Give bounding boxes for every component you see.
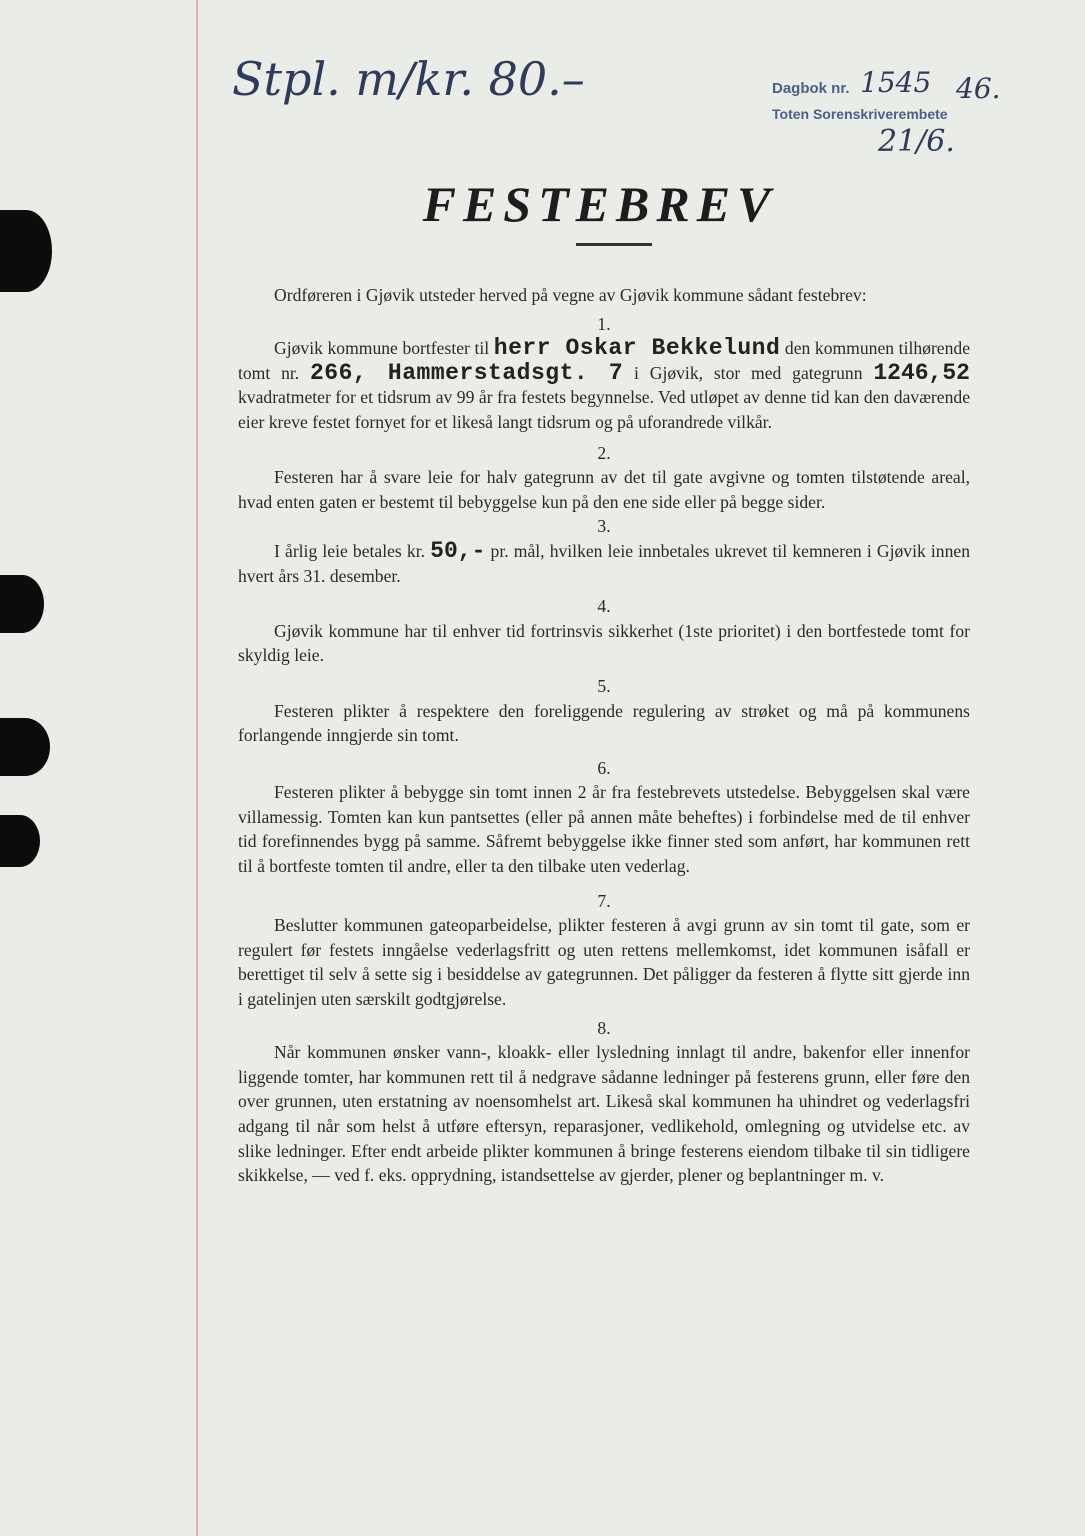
handwritten-stamp-date: 21/6. <box>878 124 955 159</box>
section-number-6: 6. <box>597 757 611 778</box>
section-number-8: 8. <box>597 1017 611 1038</box>
section-7-text: Beslutter kommunen gateoparbeidelse, plikter festeren å avgi grunn av sin tomt til gate, som er regulert før festets inngåelse vederlagsfritt og uten rettens mellemkomst, idet kommunen isåfall er berettiget til selv å sette sig i besiddelse av gategrunnen. Det påligger da festeren å flytte sitt gjerde inn i gatelinjen uten særskilt godtgjørelse. <box>238 915 970 1010</box>
section-3-line-b: pr. mål, hvilken leie innbetales ukrevet til kemneren i Gjøvik innen hvert års 31. desember. <box>238 540 970 586</box>
handwritten-stamp-fee-note: Stpl. m/kr. 80.– <box>232 52 585 106</box>
section-number-1: 1. <box>597 313 611 334</box>
section-4-text: Gjøvik kommune har til enhver tid fortrinsvis sikkerhet (1ste prioritet) i den bortfestede tomt for skyldig leie. <box>238 620 970 666</box>
lot-number-address: 266, Hammerstadsgt. 7 <box>310 359 624 386</box>
section-3-text <box>238 539 970 588</box>
punch-hole-upper-middle <box>0 575 44 633</box>
section-1-line-d: kvadratmeter for et tidsrum av 99 år fra festets begynnelse. Ved utløpet av denne tid kan den daværende eier kreve festet fornyet for et likeså langt tidsrum og på uforandrede vilkår. <box>238 387 970 432</box>
lot-area: 1246,52 <box>873 359 970 386</box>
handwritten-diary-year: 46. <box>956 72 1001 105</box>
intro-paragraph: Ordføreren i Gjøvik utsteder herved på vegne av Gjøvik kommune sådant festebrev: <box>274 285 867 305</box>
section-number-3: 3. <box>597 516 611 537</box>
document-body <box>238 283 970 1188</box>
section-1-line-a: Gjøvik kommune bortfester til <box>274 338 490 359</box>
section-8-text: Når kommunen ønsker vann-, kloakk- eller lysledning innlagt til andre, bakenfor eller innenfor liggende tomter, har kommunen rett til å nedgrave sådanne ledninger på festerens grunn, eller føre den over grunnen, uten erstatning av noensomhelst art. Likeså skal kommunen ha uhindret og vederlagsfri adgang til når som helst å utføre eftersyn, reparasjoner, vedlikehold, omlegning og utvidelse etc. av slike ledninger. Efter endt arbeide plikter kommunen å bringe festerens eiendom tilbake til sin tidligere skikkelse, — ved f. eks. opprydning, istandsettelse av gjerder, plener og beplantninger m. v. <box>238 1042 970 1186</box>
section-2-text: Festeren har å svare leie for halv gategrunn av det til gate avgivne og tomten tilstøtende areal, hvad enten gaten er bestemt til bebyggelse kun på den ene side eller på begge sider. <box>238 467 970 512</box>
title-underline <box>576 243 652 246</box>
section-1-line-b: den kommunen tilhørende tomt nr. <box>238 338 971 383</box>
stamp-court-office: Toten Sorenskriverembete <box>772 106 948 122</box>
section-number-7: 7. <box>597 890 611 911</box>
section-number-2: 2. <box>597 442 611 463</box>
section-3-line-a: I årlig leie betales kr. <box>274 540 426 561</box>
punch-hole-lower <box>0 815 40 867</box>
section-6-text: Festeren plikter å bebygge sin tomt innen 2 år fra festebrevets utstedelse. Bebyggelsen skal være villamessig. Tomten kan kun pantsettes (eller på annen måte beheftes) i forbindelse med de til enhver tid forefinnendes bygg på samme. Såfremt bebyggelse ikke finner sted som anført, har kommunen rett til å bortfeste tomten til andre, eller ta den tilbake uten vederlag. <box>238 782 970 877</box>
annual-rent: 50,- <box>430 537 486 564</box>
section-number-4: 4. <box>597 596 611 617</box>
section-5-text: Festeren plikter å respektere den foreliggende regulering av strøket og må på kommunens forlangende inngjerde sin tomt. <box>238 700 970 746</box>
punch-hole-middle <box>0 718 50 776</box>
document-title: FESTEBREV <box>422 176 778 232</box>
section-1-line-c: i Gjøvik, stor med gategrunn <box>634 362 863 383</box>
stamp-diary-label: Dagbok nr. <box>772 80 850 97</box>
lessee-name: herr Oskar Bekkelund <box>493 335 781 362</box>
handwritten-diary-number: 1545 <box>860 66 932 99</box>
section-number-5: 5. <box>597 675 611 696</box>
section-1-text <box>238 336 970 434</box>
